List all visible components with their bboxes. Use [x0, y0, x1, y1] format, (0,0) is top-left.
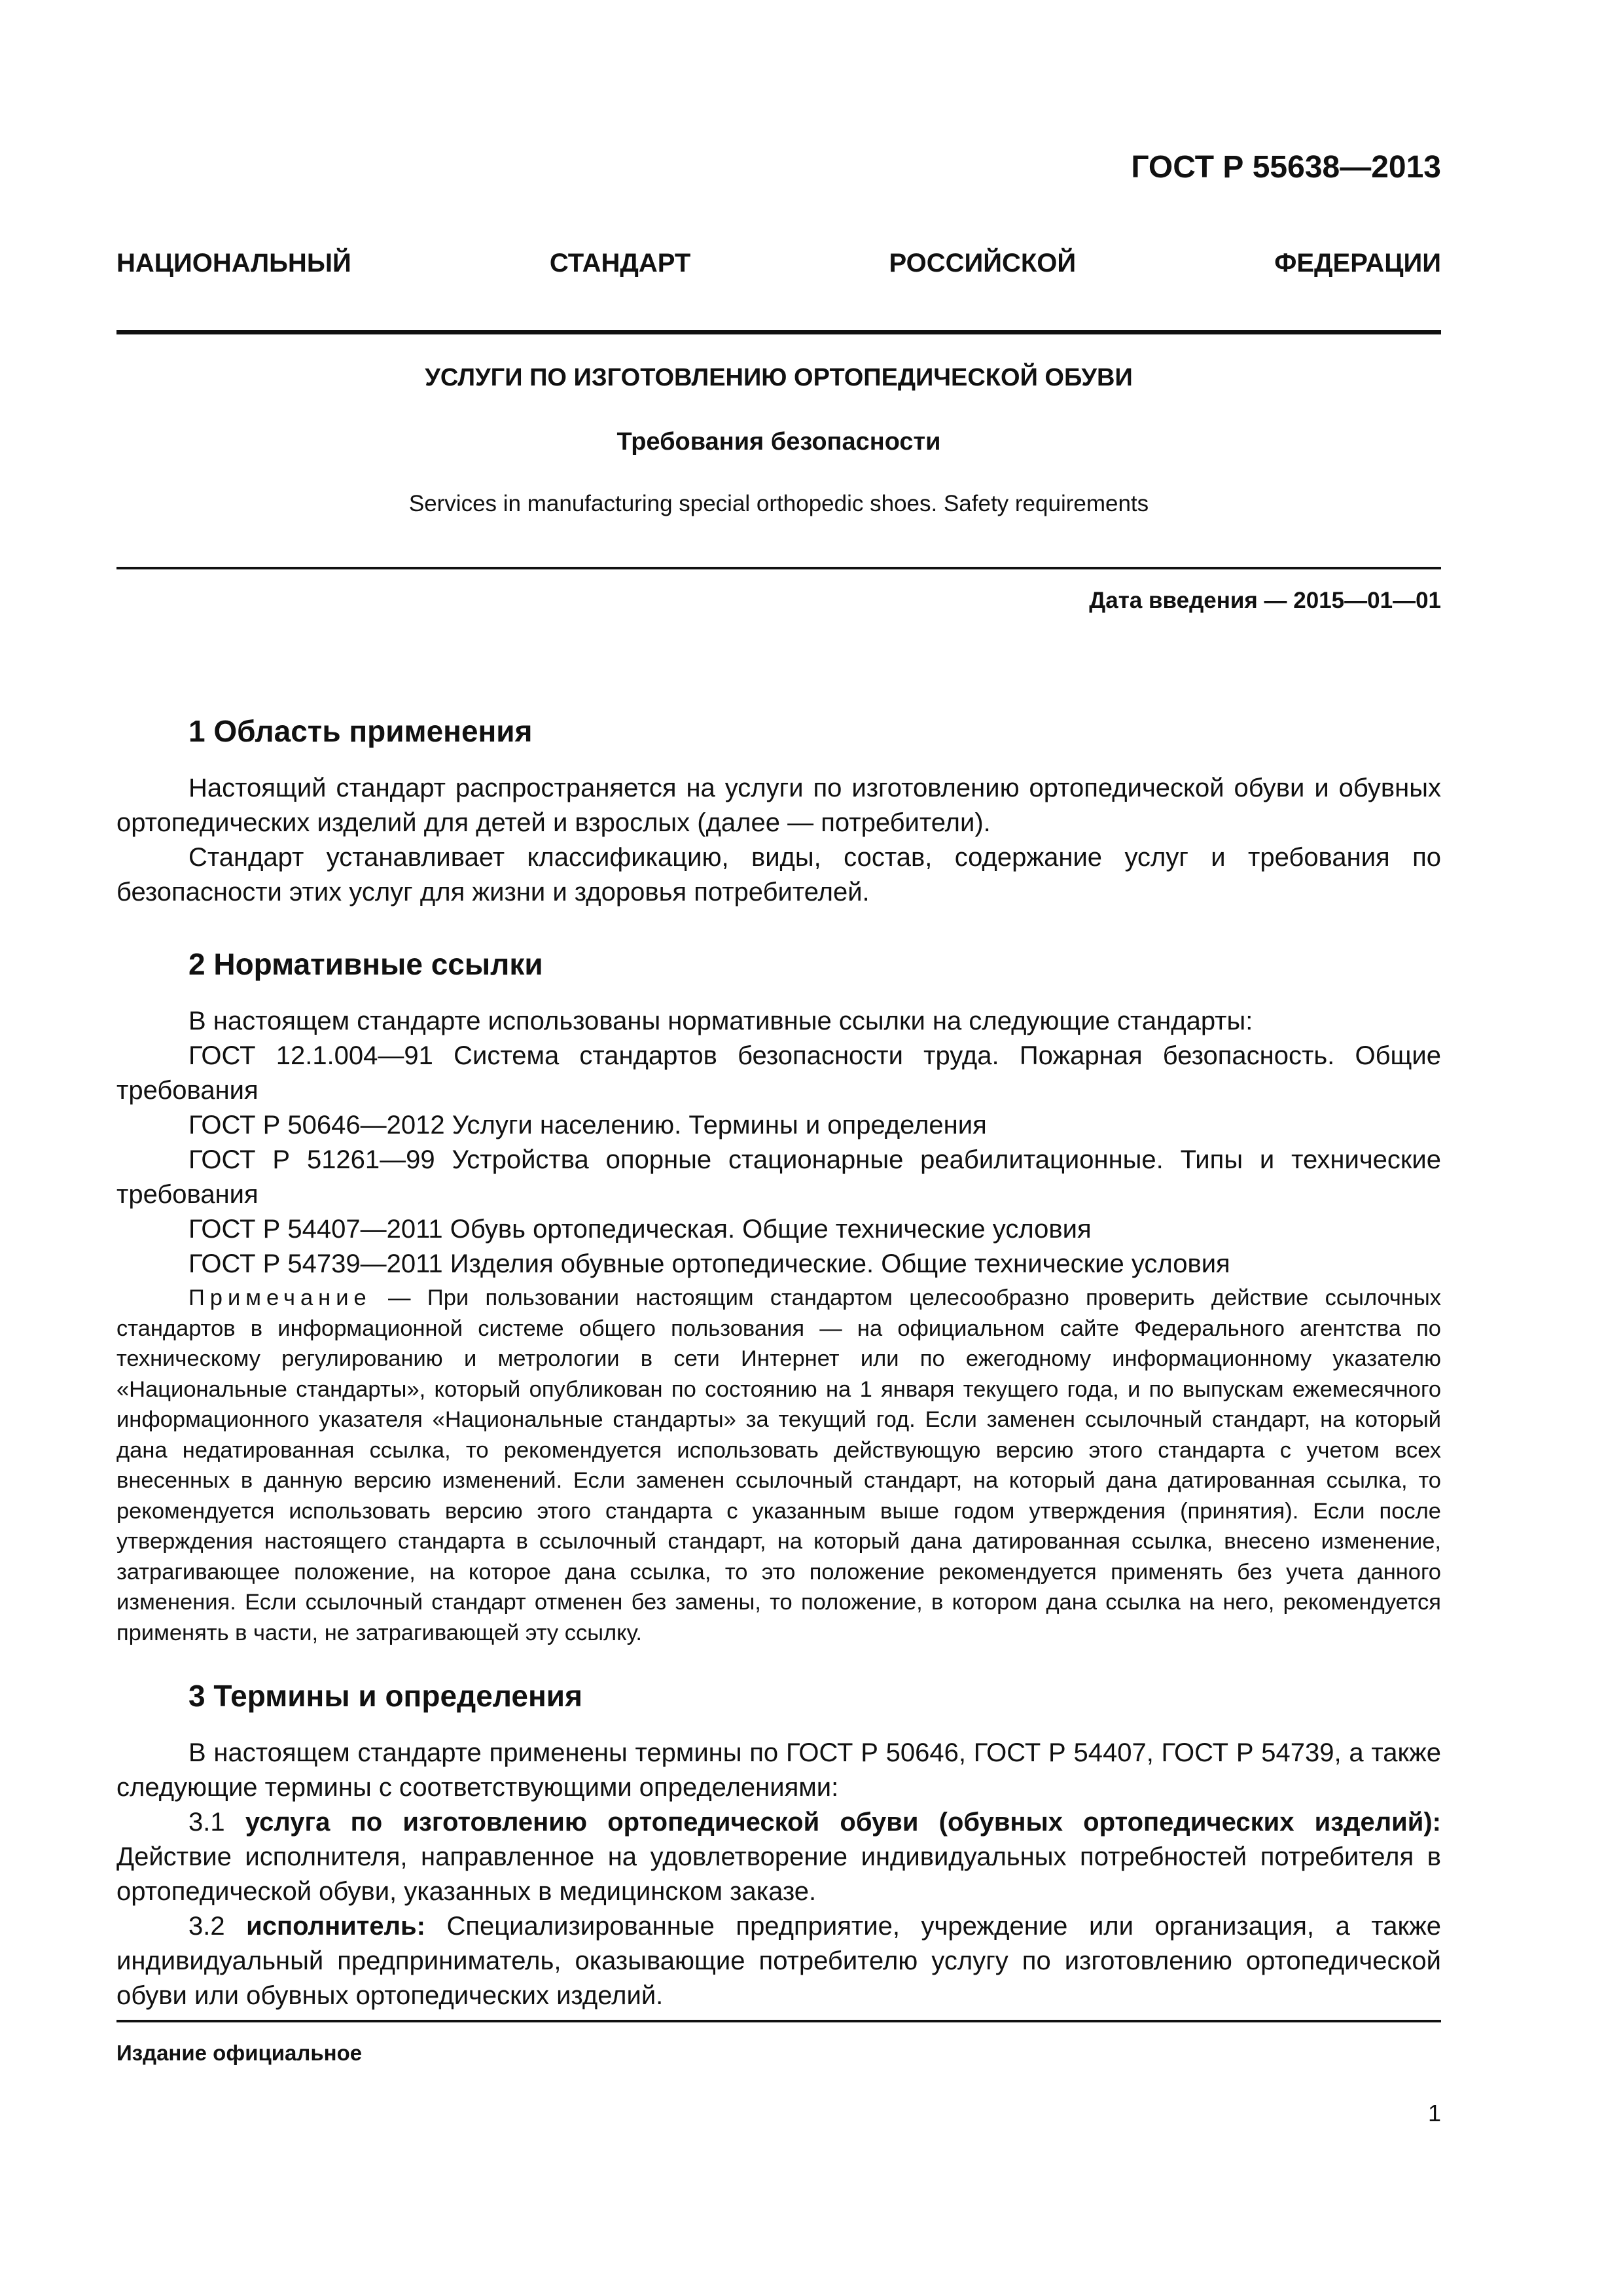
references-list	[116, 1004, 1441, 1282]
footer-divider	[116, 2020, 1441, 2022]
header-divider	[116, 330, 1441, 334]
banner-word: СТАНДАРТ	[549, 249, 691, 278]
banner-word: ФЕДЕРАЦИИ	[1274, 249, 1441, 278]
document-subtitle: Требования безопасности	[616, 428, 941, 456]
section-body	[116, 1736, 1441, 2013]
reference-item: ГОСТ 12.1.004—91 Система стандартов безопасности труда. Пожарная безопасность. Общие требования	[116, 1041, 1441, 1105]
section-heading: 3 Термины и определения	[188, 1679, 582, 1713]
edition-label: Издание официальное	[116, 2041, 363, 2065]
banner-word: РОССИЙСКОЙ	[889, 249, 1077, 278]
document-code: ГОСТ Р 55638—2013	[1131, 150, 1441, 185]
national-standard-banner	[116, 249, 1441, 278]
section-body	[116, 771, 1441, 910]
term-definition	[116, 1909, 1441, 2013]
term-definition	[116, 1805, 1441, 1909]
banner-word: НАЦИОНАЛЬНЫЙ	[116, 249, 351, 278]
paragraph: В настоящем стандарте использованы нормативные ссылки на следующие стандарты:	[188, 1007, 1253, 1035]
section-heading: 1 Область применения	[188, 714, 533, 748]
reference-item: ГОСТ Р 54739—2011 Изделия обувные ортопедические. Общие технические условия	[188, 1249, 1230, 1278]
term: исполнитель:	[246, 1912, 425, 1941]
document-title: УСЛУГИ ПО ИЗГОТОВЛЕНИЮ ОРТОПЕДИЧЕСКОЙ ОБУВИ	[425, 364, 1133, 391]
reference-item: ГОСТ Р 54407—2011 Обувь ортопедическая. Общие технические условия	[188, 1215, 1092, 1244]
reference-item: ГОСТ Р 51261—99 Устройства опорные стационарные реабилитационные. Типы и технические требования	[116, 1145, 1441, 1209]
reference-item: ГОСТ Р 50646—2012 Услуги населению. Термины и определения	[188, 1111, 987, 1139]
section-heading: 2 Нормативные ссылки	[188, 947, 543, 981]
paragraph: Настоящий стандарт распространяется на услуги по изготовлению ортопедической обуви и обувных ортопедических изделий для детей и взрослых (далее — потребители).	[116, 774, 1441, 837]
term: услуга по изготовлению ортопедической обуви (обувных ортопедических изделий):	[245, 1808, 1442, 1837]
term-number: 3.1	[188, 1808, 245, 1837]
page-number: 1	[1427, 2100, 1441, 2126]
introduction-date: Дата введения — 2015—01—01	[1089, 588, 1441, 613]
note-label: Примечание	[188, 1285, 372, 1310]
title-divider	[116, 567, 1441, 569]
note-text: — При пользовании настоящим стандартом целесообразно проверить действие ссылочных стандартов в информационной системе общего пользования — на официальном сайте Федерального агентства по техническому регулированию и метрологии в сети Интернет или по ежегодному информационному указателю «Национальные стандарты», который опубликован по состоянию на 1 января текущего года, и по выпускам ежемесячного информационного указателя «Национальные стандарты» за текущий год. Если заменен ссылочный стандарт, на который дана недатированная ссылка, то рекомендуется использовать действующую версию этого стандарта с учетом всех внесенных в данную версию изменений. Если заменен ссылочный стандарт, на который дана датированная ссылка, то рекомендуется использовать версию этого стандарта с указанным выше годом утверждения (принятия). Если после утверждения настоящего стандарта в ссылочный стандарт, на который дана датированная ссылка, внесено изменение, затрагивающее положение, на которое дана ссылка, то это положение рекомендуется применять без учета данного изменения. Если ссылочный стандарт отменен без замены, то положение, в котором дана ссылка на него, рекомендуется применять в части, не затрагивающей эту ссылку.	[116, 1285, 1441, 1645]
note	[116, 1283, 1441, 1648]
definition: Действие исполнителя, направленное на удовлетворение индивидуальных потребностей потребителя в ортопедической обуви, указанных в медицинском заказе.	[116, 1842, 1441, 1906]
english-title: Services in manufacturing special orthopedic shoes. Safety requirements	[408, 491, 1149, 516]
term-number: 3.2	[188, 1912, 247, 1941]
paragraph: Стандарт устанавливает классификацию, виды, состав, содержание услуг и требования по безопасности этих услуг для жизни и здоровья потребителей.	[116, 843, 1441, 906]
paragraph: В настоящем стандарте применены термины по ГОСТ Р 50646, ГОСТ Р 54407, ГОСТ Р 54739, а также следующие термины с соответствующими определениями:	[116, 1738, 1441, 1802]
definition: Специализированные предприятие, учреждение или организация, а также индивидуальный предприниматель, оказывающие потребителю услугу по изготовлению ортопедической обуви или обувных ортопедических изделий.	[116, 1912, 1442, 2010]
